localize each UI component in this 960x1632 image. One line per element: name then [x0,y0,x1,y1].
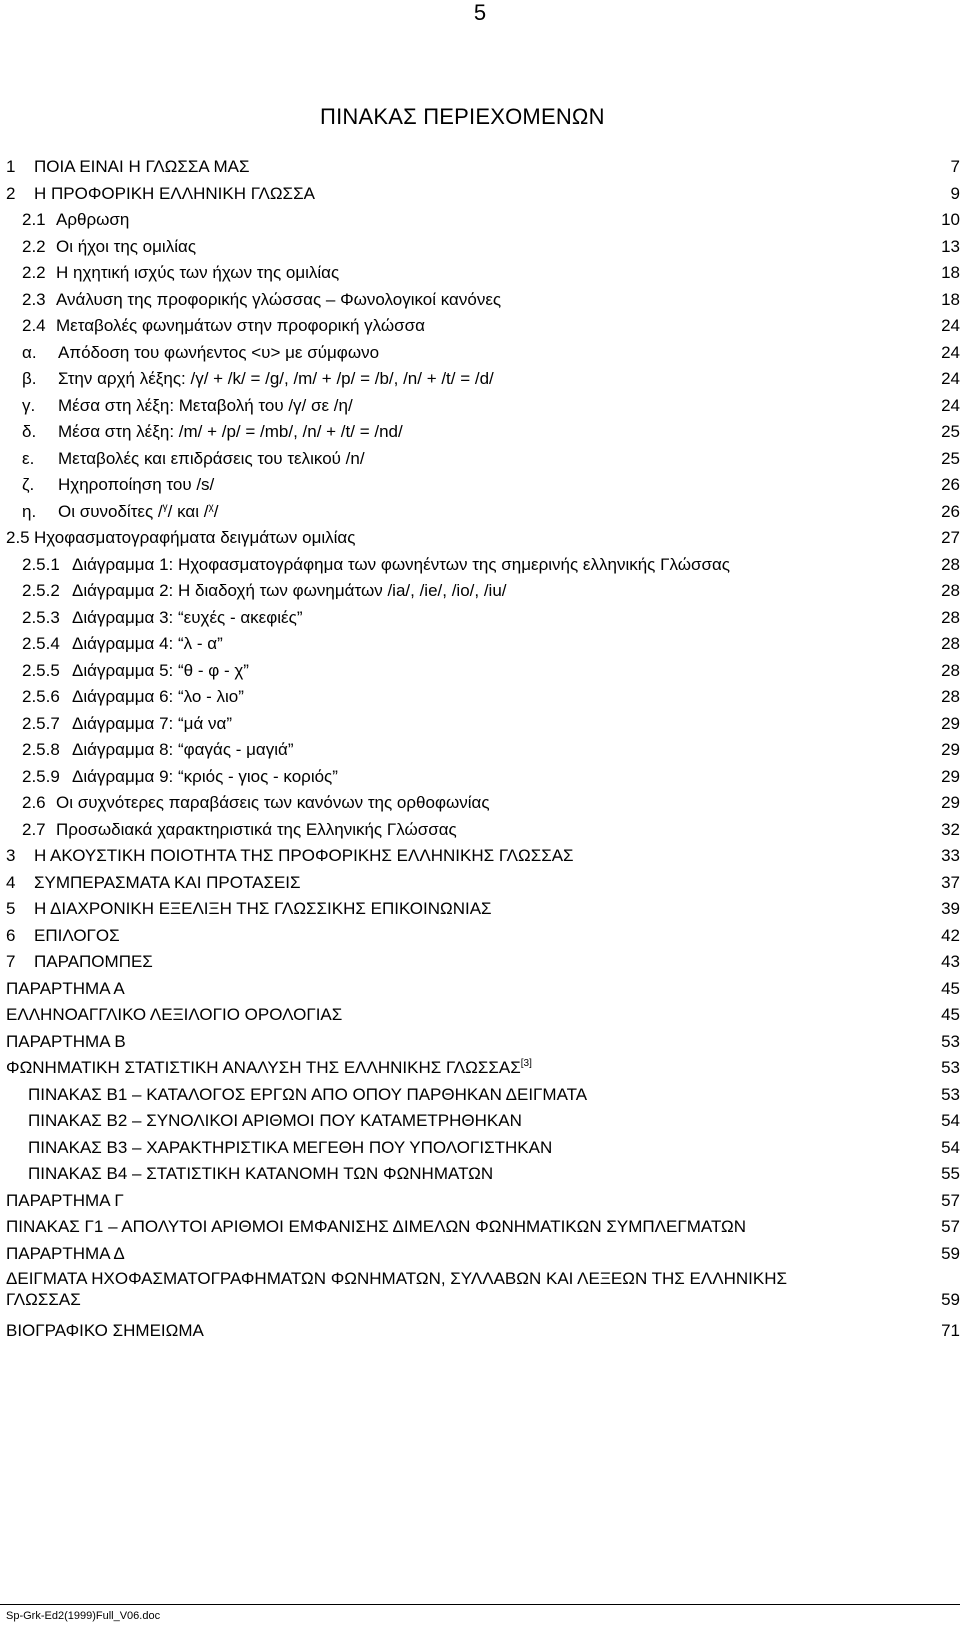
toc-entry-title-text: ΠΑΡΑΡΤΗΜΑ Β [6,1032,126,1051]
toc-entry-title [34,925,120,946]
toc-entry-title-text: ΠΑΡΑΡΤΗΜΑ Α [6,979,125,998]
toc-entry-number: δ. [22,422,37,441]
toc-entry-number: 3 [6,846,16,865]
toc-entry-title [6,978,125,999]
toc-entry-number: 2 [6,184,16,203]
toc-entry-title-text: Διάγραμμα 6: “λο - λιο” [72,687,244,706]
toc-entry-page: 53 [941,1085,960,1104]
toc-entry-page: 10 [941,210,960,229]
toc-entry-page: 55 [941,1164,960,1183]
toc-entry-page: 13 [941,237,960,256]
toc-entry-page: 57 [941,1217,960,1236]
toc-entry-title [6,1320,204,1341]
toc-entry-title [72,607,302,628]
toc-entry-number: 2.5.9 [22,767,60,786]
toc-entry-number: 2.5 [6,528,30,547]
toc-entry-page: 32 [941,820,960,839]
toc-entry-title [6,1190,124,1211]
toc-entry-page: 7 [950,157,960,176]
toc-entry-page: 29 [941,740,960,759]
toc-entry-title [34,156,250,177]
toc-entry-title [58,368,494,389]
toc-entry-title-text: Η ΔΙΑΧΡΟΝΙΚΗ ΕΞΕΛΙΞΗ ΤΗΣ ΓΛΩΣΣΙΚΗΣ ΕΠΙΚΟΙΝΩΝΙΑΣ [34,899,492,918]
footer-filename: Sp-Grk-Ed2(1999)Full_V06.doc [6,1610,161,1622]
toc-entry-title-part: / [213,502,219,521]
toc-entry-page: 28 [941,687,960,706]
toc-entry-number: 2.6 [22,793,46,812]
toc-entry-number: 5 [6,899,16,918]
toc-entry-title-text: Διάγραμμα 9: “κριός - γιος - κοριός” [72,767,338,786]
toc-entry-title [56,236,196,257]
toc-entry-title [58,395,353,416]
toc-entry-title [56,262,339,283]
toc-entry-title [34,845,574,866]
toc-entry-title-text: ΠΑΡΑΡΤΗΜΑ Δ [6,1244,125,1263]
toc-entry-title [72,554,730,575]
toc-entry-title [28,1110,522,1131]
toc-entry-number: 2.5.5 [22,661,60,680]
toc-entry-number: 2.5.2 [22,581,60,600]
toc-entry-page: 59 [941,1290,960,1309]
toc-entry-number: 2.5.6 [22,687,60,706]
superscript-mark: χ [208,502,214,513]
toc-entry-page: 24 [941,369,960,388]
toc-entry-title-text: Διάγραμμα 4: “λ - α” [72,634,223,653]
toc-entry-title-text: Οι συνοδίτες / [58,502,163,521]
toc-entry-page: 29 [941,793,960,812]
toc-entry-title-text: ΠΙΝΑΚΑΣ Β1 – ΚΑΤΑΛΟΓΟΣ ΕΡΓΩΝ ΑΠΟ ΟΠΟΥ ΠΑΡΘΗΚΑΝ ΔΕΙΓΜΑΤΑ [28,1085,588,1104]
toc-entry-title-text: Η ΠΡΟΦΟΡΙΚΗ ΕΛΛΗΝΙΚΗ ΓΛΩΣΣΑ [34,184,315,203]
toc-entry-title [56,209,129,230]
toc-entry-title-text: ΣΥΜΠΕΡΑΣΜΑΤΑ ΚΑΙ ΠΡΟΤΑΣΕΙΣ [34,873,301,892]
toc-entry-page: 28 [941,634,960,653]
toc-entry-title [6,1004,342,1025]
toc-entry-title-text: Στην αρχή λέξης: /γ/ + /k/ = /g/, /m/ + /p/ = /b/, /n/ + /t/ = /d/ [58,369,494,388]
toc-entry-title-text: ΕΠΙΛΟΓΟΣ [34,926,120,945]
toc-entry-page: 25 [941,422,960,441]
toc-entry-title-text: Διάγραμμα 8: “φαγάς - μαγιά” [72,740,294,759]
toc-entry-title-text: Διάγραμμα 2: Η διαδοχή των φωνημάτων /ia/, /ie/, /io/, /iu/ [72,581,507,600]
toc-entry-title-text: ΔΕΙΓΜΑΤΑ ΗΧΟΦΑΣΜΑΤΟΓΡΑΦΗΜΑΤΩΝ ΦΩΝΗΜΑΤΩΝ, ΣΥΛΛΑΒΩΝ ΚΑΙ ΛΕΞΕΩΝ ΤΗΣ ΕΛΛΗΝΙΚΗΣ [6,1269,787,1288]
toc-entry-title-text: ΓΛΩΣΣΑΣ [6,1290,81,1309]
toc-entry-number: 2.3 [22,290,46,309]
toc-entry-title-text: Μέσα στη λέξη: /m/ + /p/ = /mb/, /n/ + /t/ = /nd/ [58,422,403,441]
toc-entry-number: ε. [22,449,35,468]
toc-entry-title-text: ΦΩΝΗΜΑΤΙΚΗ ΣΤΑΤΙΣΤΙΚΗ ΑΝΑΛΥΣΗ ΤΗΣ ΕΛΛΗΝΙΚΗΣ ΓΛΩΣΣΑΣ [6,1058,521,1077]
toc-entry-number: 2.2 [22,237,46,256]
toc-entry-page: 57 [941,1191,960,1210]
toc-entry-page: 29 [941,714,960,733]
toc-entry-title-text: Μέσα στη λέξη: Μεταβολή του /γ/ σε /η/ [58,396,353,415]
toc-entry-number: 2.5.4 [22,634,60,653]
toc-entry-page: 54 [941,1111,960,1130]
toc-entry-title [6,1057,532,1078]
toc-entry-title [72,660,249,681]
toc-entry-title-part: / και / [167,502,209,521]
toc-entry-title-text: ΠΑΡΑΡΤΗΜΑ Γ [6,1191,124,1210]
toc-entry-number: 2.5.3 [22,608,60,627]
toc-entry-number: α. [22,343,37,362]
toc-entry-page: 27 [941,528,960,547]
toc-entry-page: 24 [941,396,960,415]
toc-entry-page: 45 [941,979,960,998]
toc-entry-number: γ. [22,396,36,415]
toc-entry-title-text: Ηχηροποίηση του /s/ [58,475,215,494]
toc-entry-page: 37 [941,873,960,892]
toc-entry-page: 71 [941,1321,960,1340]
toc-entry-number: 2.2 [22,263,46,282]
page-number: 5 [473,0,487,25]
toc-entry-page: 39 [941,899,960,918]
toc-entry-number: 7 [6,952,16,971]
toc-entry-number: 2.5.7 [22,714,60,733]
toc-entry-page: 18 [941,290,960,309]
toc-entry-title-text: ΠΙΝΑΚΑΣ Β2 – ΣΥΝΟΛΙΚΟΙ ΑΡΙΘΜΟΙ ΠΟΥ ΚΑΤΑΜΕΤΡΗΘΗΚΑΝ [28,1111,522,1130]
toc-entry-title-text: Διάγραμμα 7: “μά να” [72,714,232,733]
toc-entry-title [6,1031,126,1052]
toc-entry-page: 43 [941,952,960,971]
toc-entry-title [28,1163,493,1184]
toc-entry-page: 28 [941,581,960,600]
toc-entry-title-text: Αρθρωση [56,210,130,229]
toc-entry-page: 54 [941,1138,960,1157]
toc-entry-title-text: Ηχοφασματογραφήματα δειγμάτων ομιλίας [34,528,356,547]
toc-entry-title-text: Οι συχνότερες παραβάσεις των κανόνων της ορθοφωνίας [56,793,490,812]
toc-entry-title-text: Ανάλυση της προφορικής γλώσσας – Φωνολογικοί κανόνες [56,290,502,309]
toc-entry-title [56,819,457,840]
toc-entry-title-text: ΠΑΡΑΠΟΜΠΕΣ [34,952,153,971]
toc-entry-title-text: ΒΙΟΓΡΑΦΙΚΟ ΣΗΜΕΙΩΜΑ [6,1321,204,1340]
toc-entry-title [58,421,403,442]
toc-entry-title [34,898,492,919]
toc-entry-page: 33 [941,846,960,865]
toc-entry-title-text: Μεταβολές και επιδράσεις του τελικού /n/ [58,449,365,468]
toc-entry-title [28,1084,587,1105]
toc-entry-title-text: ΕΛΛΗΝΟΑΓΓΛΙΚΟ ΛΕΞΙΛΟΓΙΟ ΟΡΟΛΟΓΙΑΣ [6,1005,343,1024]
toc-entry-page: 42 [941,926,960,945]
toc-entry-title [6,1216,746,1237]
toc-entry-title-text: ΠΙΝΑΚΑΣ Β4 – ΣΤΑΤΙΣΤΙΚΗ ΚΑΤΑΝΟΜΗ ΤΩΝ ΦΩΝΗΜΑΤΩΝ [28,1164,494,1183]
toc-entry-number: 2.5.1 [22,555,60,574]
toc-entry-page: 18 [941,263,960,282]
toc-entry-page: 24 [941,343,960,362]
toc-entry-title [34,951,153,972]
toc-entry-title [58,342,379,363]
toc-entry-title-text: Μεταβολές φωνημάτων στην προφορική γλώσσα [56,316,425,335]
page-title: ΠΙΝΑΚΑΣ ΠΕΡΙΕΧΟΜΕΝΩΝ [320,104,605,129]
toc-entry-page: 25 [941,449,960,468]
toc-entry-page: 45 [941,1005,960,1024]
toc-entry-title [34,527,355,548]
toc-entry-title-text: ΠΙΝΑΚΑΣ Β3 – ΧΑΡΑΚΤΗΡΙΣΤΙΚΑ ΜΕΓΕΘΗ ΠΟΥ ΥΠΟΛΟΓΙΣΤΗΚΑΝ [28,1138,553,1157]
toc-entry-number: 1 [6,157,16,176]
toc-entry-number: 6 [6,926,16,945]
toc-entry-number: β. [22,369,37,388]
toc-entry-title-text: Διάγραμμα 3: “ευχές - ακεφιές” [72,608,303,627]
footer-divider [0,1604,960,1605]
toc-entry-title [58,448,365,469]
toc-entry-title-text: ΠΟΙΑ ΕΙΝΑΙ Η ΓΛΩΣΣΑ ΜΑΣ [34,157,250,176]
toc-entry-page: 53 [941,1032,960,1051]
toc-entry-title [72,686,244,707]
toc-entry-title [56,289,501,310]
toc-entry-number: 2.5.8 [22,740,60,759]
toc-entry-title [6,1289,81,1310]
toc-entry-page: 9 [950,184,960,203]
toc-entry-title-text: Οι ήχοι της ομιλίας [56,237,197,256]
toc-entry-title-text: Διάγραμμα 5: “θ - φ - χ” [72,661,249,680]
toc-entry-page: 53 [941,1058,960,1077]
toc-entry-title [72,633,223,654]
toc-entry-title [72,766,338,787]
toc-entry-title-text: Η ηχητική ισχύς των ήχων της ομιλίας [56,263,340,282]
toc-entry-title-text: Απόδοση του φωνήεντος <υ> με σύμφωνο [58,343,380,362]
toc-entry-title [56,315,425,336]
toc-entry-title [56,792,490,813]
toc-entry-title [6,1243,125,1264]
toc-entry-title [34,183,315,204]
toc-entry-page: 29 [941,767,960,786]
toc-entry-title-text: Η ΑΚΟΥΣΤΙΚΗ ΠΟΙΟΤΗΤΑ ΤΗΣ ΠΡΟΦΟΡΙΚΗΣ ΕΛΛΗΝΙΚΗΣ ΓΛΩΣΣΑΣ [34,846,574,865]
toc-entry-title [6,1268,787,1289]
toc-entry-title [58,501,218,522]
toc-entry-title [72,739,294,760]
toc-entry-title [34,872,301,893]
toc-entry-page: 28 [941,661,960,680]
toc-entry-page: 26 [941,475,960,494]
toc-entry-title-text: Διάγραμμα 1: Ηχοφασματογράφημα των φωνηέντων της σημερινής ελληνικής Γλώσσας [72,555,730,574]
toc-entry-title [72,713,232,734]
toc-entry-number: ζ. [22,475,35,494]
toc-entry-page: 59 [941,1244,960,1263]
toc-entry-title [72,580,507,601]
toc-entry-title [28,1137,552,1158]
toc-entry-title [58,474,214,495]
toc-entry-number: 2.7 [22,820,46,839]
toc-entry-number: 2.1 [22,210,46,229]
toc-entry-page: 28 [941,608,960,627]
toc-entry-number: 4 [6,873,16,892]
toc-entry-page: 24 [941,316,960,335]
toc-entry-number: 2.4 [22,316,46,335]
toc-entry-page: 28 [941,555,960,574]
toc-entry-title-text: Προσωδιακά χαρακτηριστικά της Ελληνικής Γλώσσας [56,820,457,839]
toc-entry-page: 26 [941,502,960,521]
superscript-mark: γ [162,502,168,513]
toc-entry-title-text: ΠΙΝΑΚΑΣ Γ1 – ΑΠΟΛΥΤΟΙ ΑΡΙΘΜΟΙ ΕΜΦΑΝΙΣΗΣ ΔΙΜΕΛΩΝ ΦΩΝΗΜΑΤΙΚΩΝ ΣΥΜΠΛΕΓΜΑΤΩΝ [6,1217,747,1236]
toc-entry-number: η. [22,502,37,521]
superscript-mark: [3] [520,1058,532,1069]
